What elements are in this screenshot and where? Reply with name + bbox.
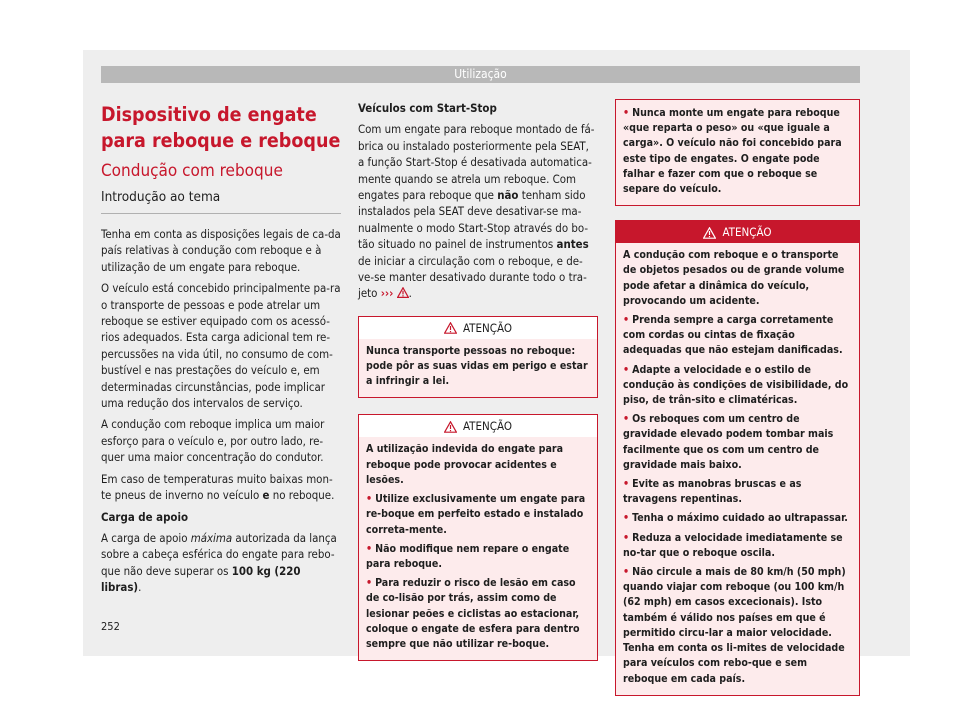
warning-icon — [444, 421, 457, 433]
paragraph: Tenha em conta as disposições legais de ca-da país relativas à condução com reboque e à utilização de um engate para reboque. — [101, 227, 341, 274]
warning-header: ATENÇÃO — [359, 317, 597, 339]
warning-intro: A condução com reboque e o transporte de objetos pesados ou de grande volume pode afetar a dinâmica do veículo, provocando um acidente. — [623, 249, 845, 307]
warning-box — [358, 414, 598, 661]
section-subtitle: Condução com reboque — [101, 161, 283, 181]
list-item: • Adapte a velocidade e o estilo de condução às condições de visibilidade, do piso, de trân-sito e climatéricas. — [623, 363, 849, 407]
warning-content — [616, 100, 859, 205]
warning-content — [616, 243, 859, 694]
warning-icon — [703, 227, 716, 239]
list-item: • Tenha o máximo cuidado ao ultrapassar. — [623, 512, 848, 525]
warning-intro: A utilização indevida do engate para reboque pode provocar acidentes e lesões. — [366, 443, 564, 486]
right-column — [615, 88, 860, 696]
page-title: Dispositivo de engate para reboque e reboque — [101, 103, 341, 152]
section-header: Utilização — [101, 66, 860, 83]
middle-column — [358, 88, 598, 661]
paragraph: A condução com reboque implica um maior esforço para o veículo e, por outro lado, re-quer uma maior concentração do condutor. — [101, 417, 325, 465]
warning-text: Nunca transporte pessoas no reboque: pode pôr as suas vidas em perigo e estar a infringir a lei. — [359, 339, 597, 398]
cross-reference-arrow[interactable]: ››› — [380, 286, 394, 301]
list-item: • Evite as manobras bruscas e as travagens repentinas. — [623, 478, 802, 506]
page-number: 252 — [101, 620, 120, 633]
list-item: • Os reboques com um centro de gravidade elevado podem tombar mais facilmente que os com um centro de gravidade mais baixo. — [623, 413, 834, 471]
warning-box — [615, 220, 860, 695]
warning-icon — [397, 287, 409, 298]
paragraph: A carga de apoio máxima autorizada da lança sobre a cabeça esférica do engate para rebo-que não deve superar os 100 kg (220 libras). — [101, 530, 337, 595]
warning-continuation-box — [615, 99, 860, 206]
warning-header: ATENÇÃO — [616, 221, 859, 243]
warning-content — [359, 437, 597, 660]
list-item: • Para reduzir o risco de lesão em caso de co-lisão por trás, assim como de lesionar peões e ciclistas ao estacionar, coloque o engate de esfera para dentro sempre que não utilizar re-boque. — [366, 577, 580, 650]
list-item: • Não circule a mais de 80 km/h (50 mph) quando viajar com reboque (ou 100 km/h (62 mph) em casos excecionais). Isto também é válido nos países em que é permitido circu-lar a maior velocidade. Tenha em conta os li-mites de velocidade para veículos com rebo-que e sem reboque em cada país. — [623, 566, 846, 685]
paragraph: Com um engate para reboque montado de fá-brica ou instalado posteriormente pela SEAT, a função Start-Stop é desativada automatica-mente quando se atrela um reboque. Com engates para reboque que não tenham sido instalados pela SEAT deve desativar-se ma-nualmente o modo Start-Stop através do bo-tão situado no painel de instrumentos antes de iniciar a circulação com o reboque, e de-ve-se manter desativado durante todo o tra-jeto ››› . — [358, 122, 595, 301]
warning-icon — [444, 322, 457, 334]
left-column — [101, 88, 341, 601]
paragraph: Em caso de temperaturas muito baixas mon-te pneus de inverno no veículo e no reboque. — [101, 471, 335, 503]
topic-heading: Introdução ao tema — [101, 188, 341, 214]
warning-box — [358, 316, 598, 399]
warning-header: ATENÇÃO — [359, 415, 597, 437]
subheading-carga: Carga de apoio — [101, 509, 188, 524]
list-item: • Reduza a velocidade imediatamente se no-tar que o reboque oscila. — [623, 531, 843, 559]
list-item: • Utilize exclusivamente um engate para re-boque em perfeito estado e instalado correta-mente. — [366, 493, 586, 536]
list-item: • Nunca monte um engate para reboque «que reparta o peso» ou «que iguale a carga». O veículo não foi concebido para este tipo de engates. O engate pode falhar e fazer com que o reboque se separe do veículo. — [623, 107, 842, 196]
paragraph: O veículo está concebido principalmente pa-ra o transporte de pessoas e pode atrelar um reboque se estiver equipado com os acessó-rios adequados. Esta carga adicional tem re-percussões na vida útil, no consumo de com-bustível e nas prestações do veículo e, em determinadas circunstâncias, pode implicar uma redução dos intervalos de serviço. — [101, 281, 341, 411]
list-item: • Prenda sempre a carga corretamente com cordas ou cintas de fixação adequadas que não estejam danificadas. — [623, 314, 843, 357]
subheading-start-stop: Veículos com Start-Stop — [358, 101, 497, 115]
list-item: • Não modifique nem repare o engate para reboque. — [366, 542, 570, 570]
